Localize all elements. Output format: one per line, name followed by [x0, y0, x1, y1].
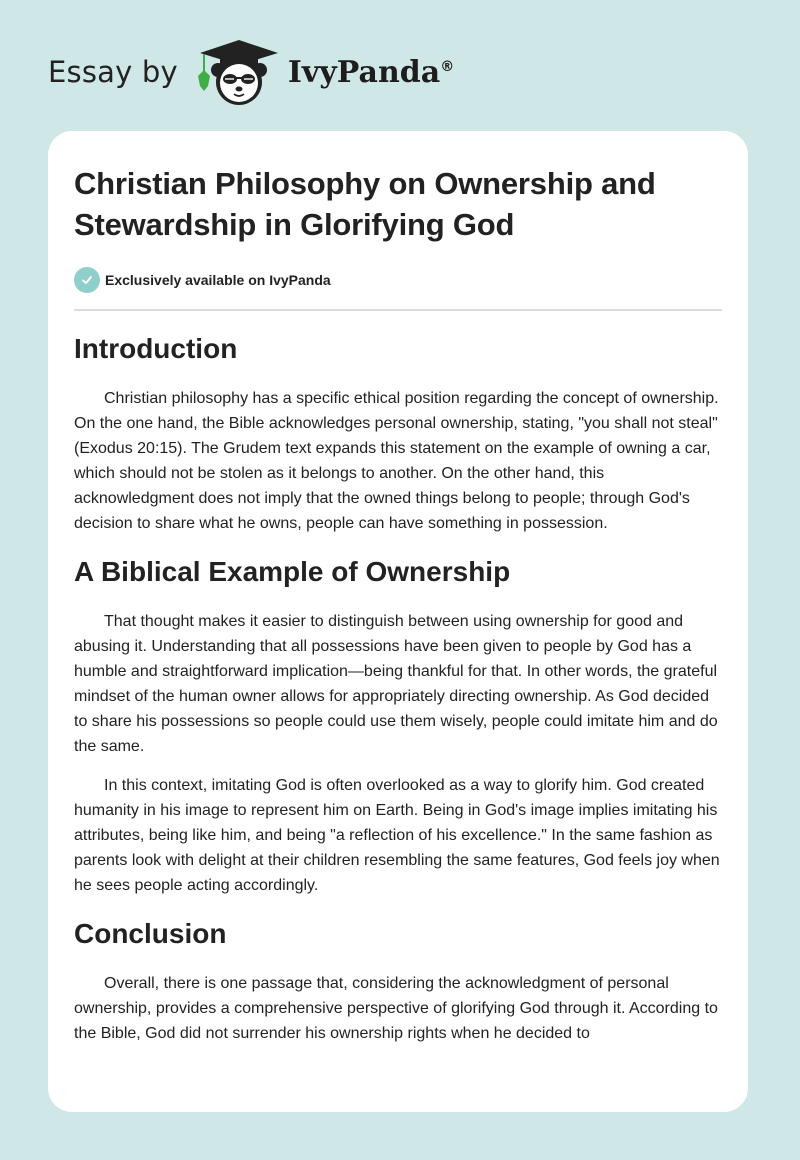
section-biblical-example [74, 554, 722, 898]
section-conclusion [74, 916, 722, 1046]
badge-text: Exclusively available on IvyPanda [105, 272, 331, 288]
brand-name[interactable] [288, 55, 454, 90]
paragraph: In this context, imitating God is often overlooked as a way to glorify him. God created humanity in his image to represent him on Earth. Being in God's image implies imitating his attributes, being like him, and being "a reflection of his excellence." In the same fashion as parents look with delight at their children resembling the same features, God feels joy when he sees people acting accordingly. [74, 777, 720, 894]
section-heading: Introduction [74, 333, 238, 364]
title-divider [74, 309, 722, 311]
paragraph: Overall, there is one passage that, considering the acknowledgment of personal ownership, provides a comprehensive perspective of glorifying God through it. According to the Bible, God did not surrender his ownership rights when he decided to [74, 975, 718, 1042]
registered-mark: ® [440, 58, 455, 75]
paragraph: That thought makes it easier to distinguish between using ownership for good and abusing it. Understanding that all possessions have been given to people by God has a humble and straightforward implication—being thankful for that. In other words, the grateful mindset of the human owner allows for appropriately directing ownership. As God decided to share his possessions so people could use them wisely, people could imitate him and do the same. [74, 613, 718, 755]
brand-prefix: Essay by [48, 55, 178, 89]
exclusive-badge [74, 267, 722, 293]
essay-card [48, 131, 748, 1112]
essay-title: Christian Philosophy on Ownership and Stewardship in Glorifying God [74, 166, 656, 242]
section-introduction [74, 331, 722, 536]
check-circle-icon [74, 267, 100, 293]
brand-name-text: IvyPanda [287, 54, 441, 90]
paragraph: Christian philosophy has a specific ethical position regarding the concept of ownership. On the one hand, the Bible acknowledges personal ownership, stating, "you shall not steal" (Exodus 20:15). The Grudem text expands this statement on the example of owning a car, which should not be stolen as it belongs to another. On the other hand, this acknowledgment does not imply that the owned things belong to people; through God's decision to share what he owns, people can have something in possession. [74, 390, 719, 532]
section-heading: Conclusion [74, 918, 227, 949]
section-heading: A Biblical Example of Ownership [74, 556, 511, 587]
panda-graduate-logo-icon[interactable] [196, 36, 282, 108]
site-header [48, 36, 454, 108]
